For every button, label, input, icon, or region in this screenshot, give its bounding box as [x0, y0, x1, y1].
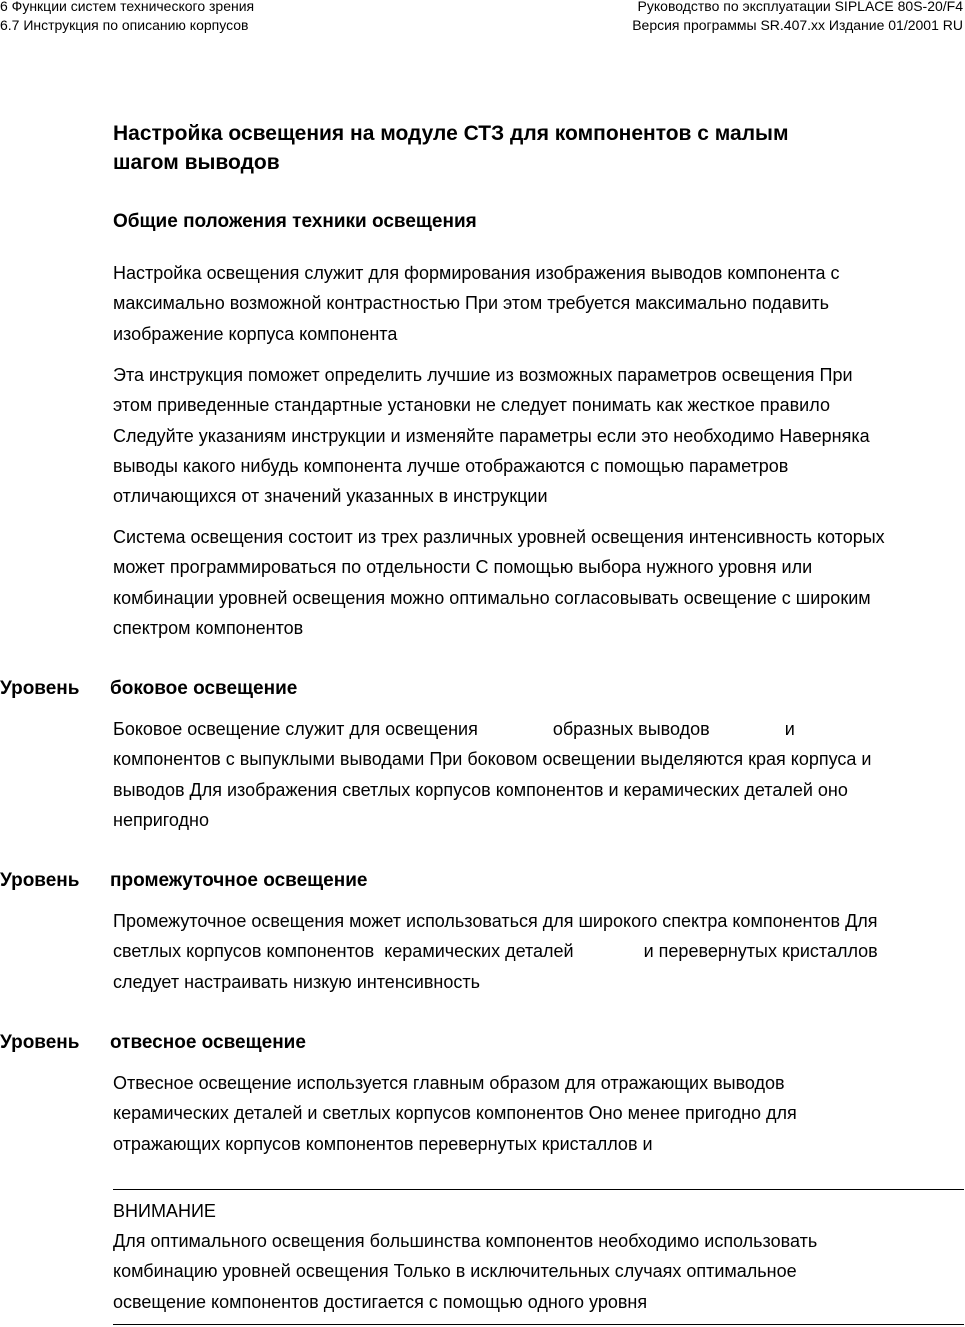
- page-title: [113, 119, 933, 177]
- paragraph-line: компонентов с выпуклыми выводами При боковом освещении выделяются края корпуса и: [113, 749, 872, 770]
- paragraph-line: Для оптимального освещения большинства компонентов необходимо использовать: [113, 1231, 818, 1251]
- page-title-line-2: шагом выводов: [113, 151, 280, 174]
- paragraph-line: освещение компонентов достигается с помощью одного уровня: [113, 1291, 648, 1312]
- paragraph-line: Следуйте указаниям инструкции и изменяйте параметры если это необходимо Наверняка: [113, 425, 870, 446]
- paragraph-line: спектром компонентов: [113, 617, 304, 638]
- page-title-line-1: Настройка освещения на модуле СТЗ для компонентов с малым: [113, 122, 789, 145]
- paragraph-side-lighting: [113, 714, 963, 835]
- level-label: Уровень: [0, 678, 80, 699]
- paragraph-line: непригодно: [113, 809, 210, 830]
- notice-title: ВНИМАНИЕ: [113, 1201, 216, 1221]
- running-header-right: [632, 0, 963, 35]
- paragraph-line: следует настраивать низкую интенсивность: [113, 971, 480, 992]
- paragraph-line: отличающихся от значений указанных в инструкции: [113, 486, 548, 507]
- level-name: промежуточное освещение: [110, 870, 368, 891]
- header-chapter: 6 Функции систем технического зрения: [0, 0, 255, 14]
- notice-text: [113, 1226, 963, 1317]
- paragraph-vertical-lighting: [113, 1068, 963, 1159]
- paragraph-purpose: [113, 258, 963, 349]
- section-heading-general: Общие положения техники освещения: [113, 211, 477, 232]
- paragraph-line: выводов Для изображения светлых корпусов компонентов и керамических деталей оно: [113, 779, 848, 800]
- paragraph-line: Система освещения состоит из трех различных уровней освещения интенсивность которых: [113, 527, 885, 547]
- level-heading-side: [0, 676, 297, 702]
- level-heading-intermediate: [0, 868, 367, 894]
- running-header-left: [0, 0, 254, 35]
- paragraph-line: отражающих корпусов компонентов перевернутых кристаллов и: [113, 1133, 653, 1154]
- notice-rule-top: [113, 1189, 964, 1190]
- paragraph-line: Боковое освещение служит для освещения образных выводов и: [113, 719, 795, 739]
- paragraph-instruction: [113, 360, 963, 511]
- level-heading-vertical: [0, 1030, 306, 1056]
- header-manual: Руководство по эксплуатации SIPLACE 80S-20/F4: [637, 0, 963, 14]
- paragraph-line: светлых корпусов компонентов керамических деталей и перевернутых кристаллов: [113, 941, 878, 962]
- paragraph-line: изображение корпуса компонента: [113, 323, 398, 344]
- notice-rule-bottom: [113, 1324, 964, 1325]
- paragraph-line: керамических деталей и светлых корпусов компонентов Оно менее пригодно для: [113, 1103, 797, 1124]
- paragraph-line: этом приведенные стандартные установки не следует понимать как жесткое правило: [113, 395, 830, 416]
- paragraph-line: максимально возможной контрастностью При этом требуется максимально подавить: [113, 293, 830, 314]
- paragraph-intermediate-lighting: [113, 906, 963, 997]
- level-label: Уровень: [0, 1032, 80, 1053]
- paragraph-line: Эта инструкция поможет определить лучшие из возможных параметров освещения При: [113, 365, 853, 385]
- level-label: Уровень: [0, 870, 80, 891]
- paragraph-line: комбинацию уровней освещения Только в исключительных случаях оптимальное: [113, 1261, 797, 1282]
- paragraph-line: выводы какого нибудь компонента лучше отображаются с помощью параметров: [113, 455, 789, 476]
- level-name: отвесное освещение: [110, 1032, 306, 1053]
- paragraph-line: может программироваться по отдельности С помощью выбора нужного уровня или: [113, 557, 813, 578]
- paragraph-line: комбинации уровней освещения можно оптимально согласовывать освещение с широким: [113, 587, 871, 608]
- paragraph-system: [113, 522, 963, 643]
- header-section: 6.7 Инструкция по описанию корпусов: [0, 17, 249, 33]
- paragraph-line: Промежуточное освещения может использоваться для широкого спектра компонентов Для: [113, 911, 878, 931]
- paragraph-line: Настройка освещения служит для формирования изображения выводов компонента с: [113, 263, 840, 283]
- level-name: боковое освещение: [110, 678, 298, 699]
- header-version: Версия программы SR.407.xx Издание 01/2001 RU: [632, 17, 963, 33]
- paragraph-line: Отвесное освещение используется главным образом для отражающих выводов: [113, 1073, 785, 1093]
